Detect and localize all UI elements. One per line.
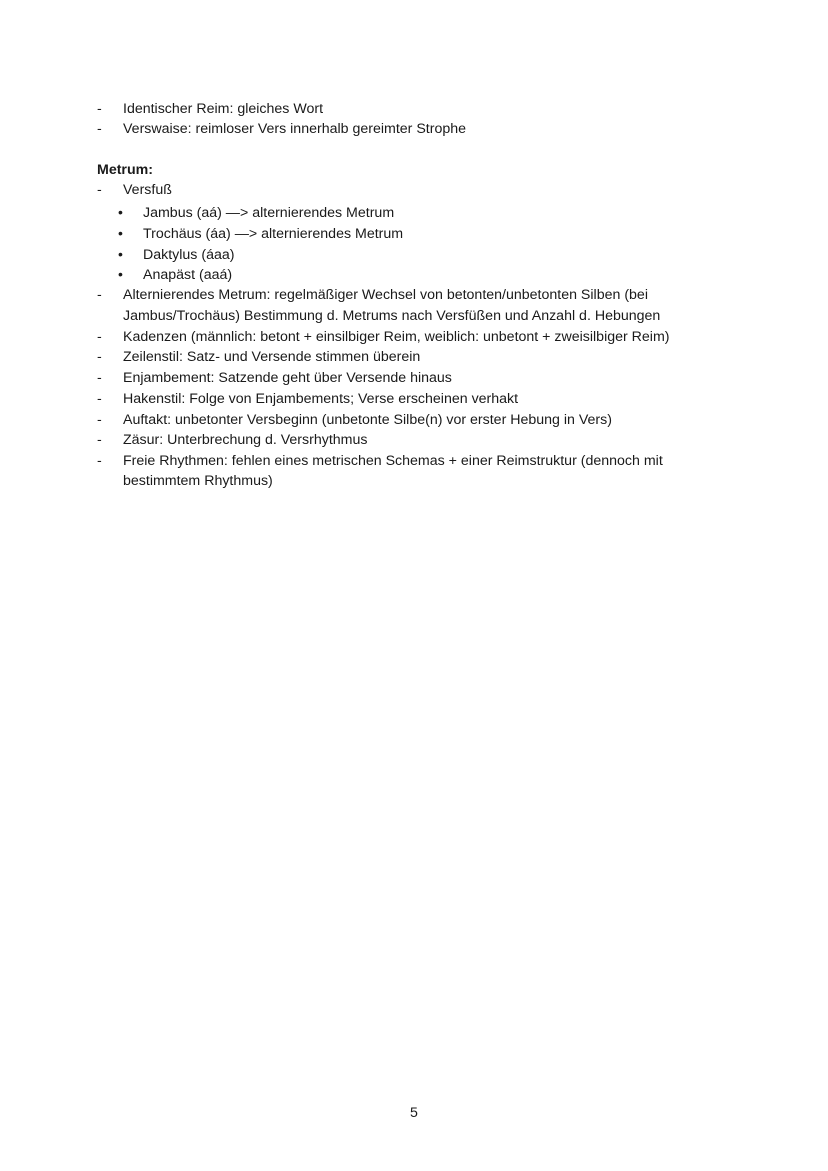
list-item-text: Hakenstil: Folge von Enjambements; Verse erscheinen verhakt <box>123 391 519 407</box>
bullet-marker: • <box>118 204 123 220</box>
section-heading: Metrum: <box>97 162 153 178</box>
list-item <box>97 99 323 119</box>
bullet-marker: • <box>118 246 123 262</box>
bullet-item-text: Daktylus (áaa) <box>143 247 235 263</box>
list-item-text: Zeilenstil: Satz- und Versende stimmen überein <box>123 349 421 365</box>
dash-marker: - <box>97 412 102 428</box>
dash-marker: - <box>97 329 102 345</box>
bullet-item-text: Trochäus (áa) —> alternierendes Metrum <box>143 226 404 242</box>
dash-marker: - <box>97 432 102 448</box>
dash-marker: - <box>97 121 102 137</box>
bullet-marker: • <box>118 225 123 241</box>
dash-marker: - <box>97 370 102 386</box>
dash-marker: - <box>97 287 102 303</box>
list-item <box>97 451 663 471</box>
list-item <box>97 430 367 450</box>
list-item-text: Kadenzen (männlich: betont + einsilbiger Reim, weiblich: unbetont + zweisilbiger Reim) <box>123 329 670 345</box>
list-item-continuation: bestimmtem Rhythmus) <box>123 473 273 489</box>
dash-marker: - <box>97 453 102 469</box>
list-item <box>97 389 518 409</box>
list-item-text: Enjambement: Satzende geht über Versende hinaus <box>123 370 452 386</box>
list-item-text: Verswaise: reimloser Vers innerhalb gereimter Strophe <box>123 121 467 137</box>
bullet-item <box>118 223 403 244</box>
list-item-text: Auftakt: unbetonter Versbeginn (unbetonte Silbe(n) vor erster Hebung in Vers) <box>123 412 612 428</box>
page-number: 5 <box>410 1105 418 1121</box>
list-item <box>97 347 420 367</box>
dash-marker: - <box>97 391 102 407</box>
list-item-text: Alternierendes Metrum: regelmäßiger Wechsel von betonten/unbetonten Silben (bei <box>123 287 648 303</box>
list-item <box>97 180 172 200</box>
bullet-marker: • <box>118 266 123 282</box>
bullet-item <box>118 264 232 285</box>
list-item-text: Freie Rhythmen: fehlen eines metrischen Schemas + einer Reimstruktur (dennoch mit <box>123 453 663 469</box>
bullet-item <box>118 202 394 223</box>
dash-marker: - <box>97 101 102 117</box>
list-item-continuation: Jambus/Trochäus) Bestimmung d. Metrums nach Versfüßen und Anzahl d. Hebungen <box>123 308 661 324</box>
list-item <box>97 368 452 388</box>
list-item-text: Zäsur: Unterbrechung d. Versrhythmus <box>123 432 368 448</box>
list-item <box>97 285 648 305</box>
list-item <box>97 119 466 139</box>
bullet-item <box>118 244 234 265</box>
list-item <box>97 410 612 430</box>
dash-marker: - <box>97 349 102 365</box>
list-item <box>97 327 670 347</box>
list-item-text: Versfuß <box>123 182 172 198</box>
bullet-item-text: Anapäst (aaá) <box>143 267 233 283</box>
bullet-item-text: Jambus (aá) —> alternierendes Metrum <box>143 205 395 221</box>
dash-marker: - <box>97 182 102 198</box>
list-item-text: Identischer Reim: gleiches Wort <box>123 101 324 117</box>
